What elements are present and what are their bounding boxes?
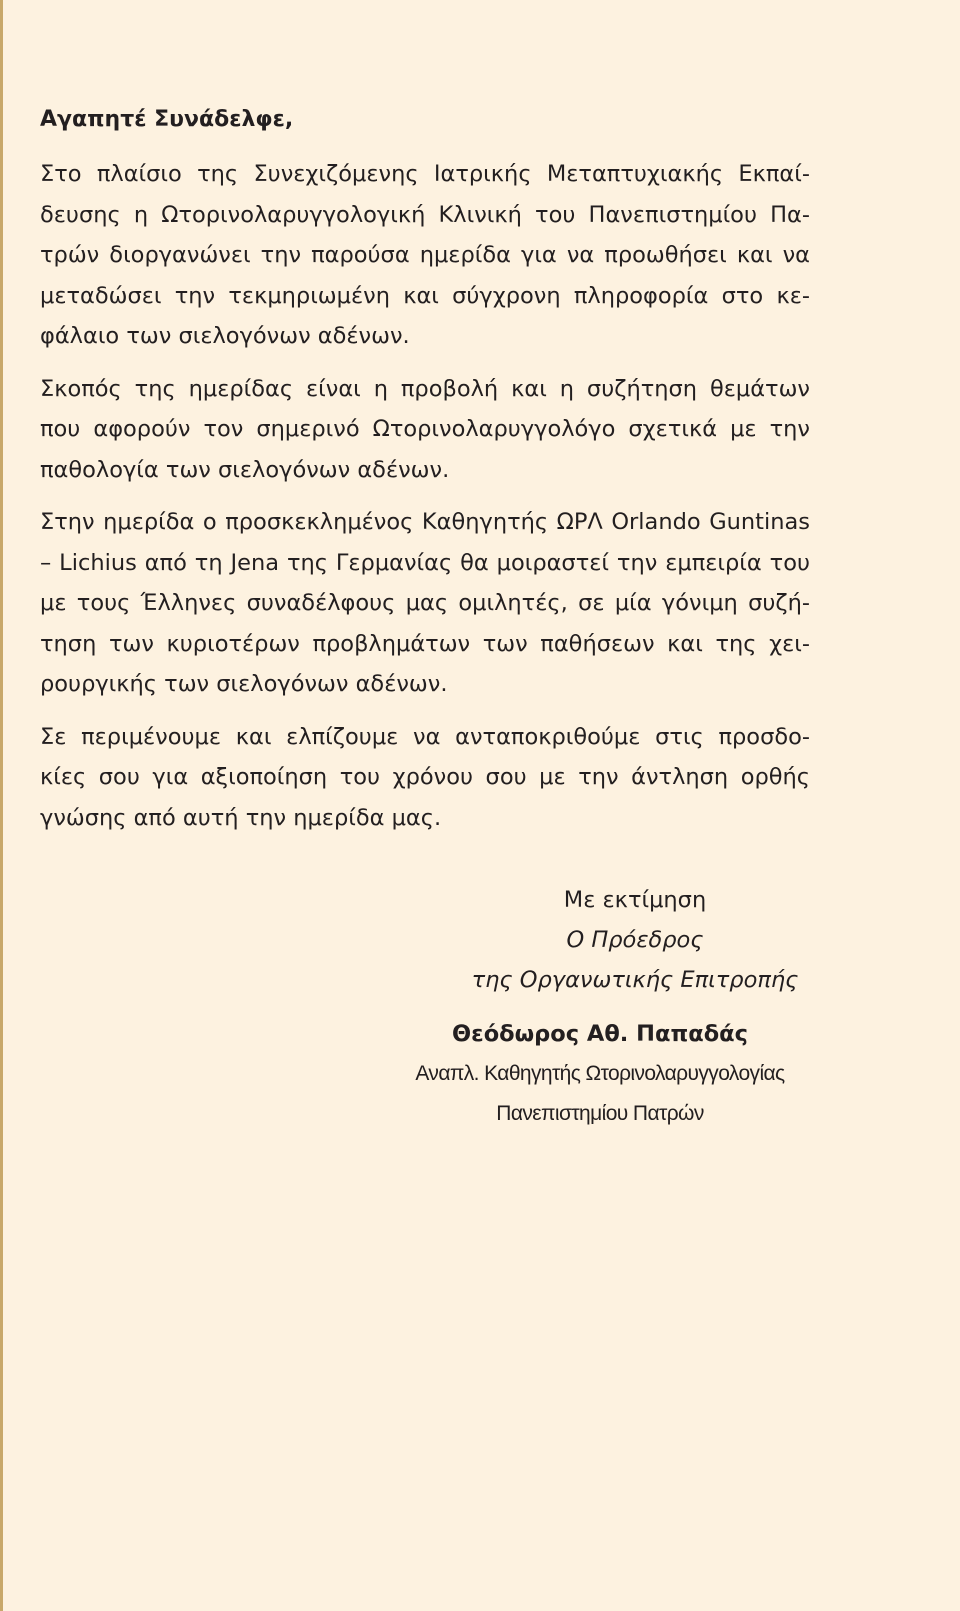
paragraph-line: Σκοπός της ημερίδας είναι η προβολή και η συζήτηση θεμάτων [40, 375, 810, 402]
signatory-title: Αναπλ. Καθηγητής Ωτορινολαρυγγολογίας [415, 1062, 785, 1085]
paragraph-line: ρουργικής των σιελογόνων αδένων. [40, 671, 448, 697]
paragraph-3 [40, 502, 810, 705]
paragraph-line: Στο πλαίσιο της Συνεχιζόμενης Ιατρικής Μεταπτυχιακής Εκπαί- [40, 161, 810, 187]
paragraph-line: που αφορούν τον σημερινό Ωτορινολαρυγγολόγο σχετικά με την [40, 416, 810, 442]
paragraph-line: μεταδώσει την τεκμηριωμένη και σύγχρονη πληροφορία στο κε- [40, 282, 810, 309]
signatory-institution: Πανεπιστημίου Πατρών [496, 1102, 704, 1125]
letter-greeting: Αγαπητέ Συνάδελφε, [40, 107, 294, 132]
paragraph-line: φάλαιο των σιελογόνων αδένων. [40, 323, 410, 349]
paragraph-line: κίες σου για αξιοποίηση του χρόνου σου με την άντληση ορθής [40, 764, 810, 790]
letter-body [40, 100, 810, 850]
signature-block [415, 880, 810, 1134]
paragraph-line: – Lichius από τη Jena της Γερμανίας θα μοιραστεί την εμπειρία του [40, 549, 810, 576]
signature-role: Ο Πρόεδρος [566, 927, 704, 953]
paragraph-line: παθολογία των σιελογόνων αδένων. [40, 456, 450, 483]
paragraph-line: γνώσης από αυτή την ημερίδα μας. [40, 804, 442, 831]
paragraph-4 [40, 717, 810, 839]
paragraph-2 [40, 369, 810, 491]
signature-closing: Με εκτίμηση [563, 887, 707, 913]
paragraph-line: Σε περιμένουμε και ελπίζουμε να ανταποκριθούμε στις προσδο- [40, 723, 810, 750]
paragraph-line: με τους Έλληνες συναδέλφους μας ομιλητές, σε μία γόνιμη συζή- [40, 590, 810, 616]
paragraph-1 [40, 154, 810, 357]
page-left-border [0, 0, 3, 1611]
signatory-name: Θεόδωρος Αθ. Παπαδάς [452, 1021, 748, 1047]
signature-committee: της Οργανωτικής Επιτροπής [471, 967, 799, 993]
paragraph-line: δευσης η Ωτορινολαρυγγολογική Κλινική του Πανεπιστημίου Πα- [40, 201, 810, 228]
paragraph-line: τρών διοργανώνει την παρούσα ημερίδα για να προωθήσει και να [40, 242, 810, 268]
paragraph-line: τηση των κυριοτέρων προβλημάτων των παθήσεων και της χει- [40, 630, 810, 657]
paragraph-line: Στην ημερίδα ο προσκεκλημένος Καθηγητής ΩΡΛ Orlando Guntinas [40, 509, 810, 535]
